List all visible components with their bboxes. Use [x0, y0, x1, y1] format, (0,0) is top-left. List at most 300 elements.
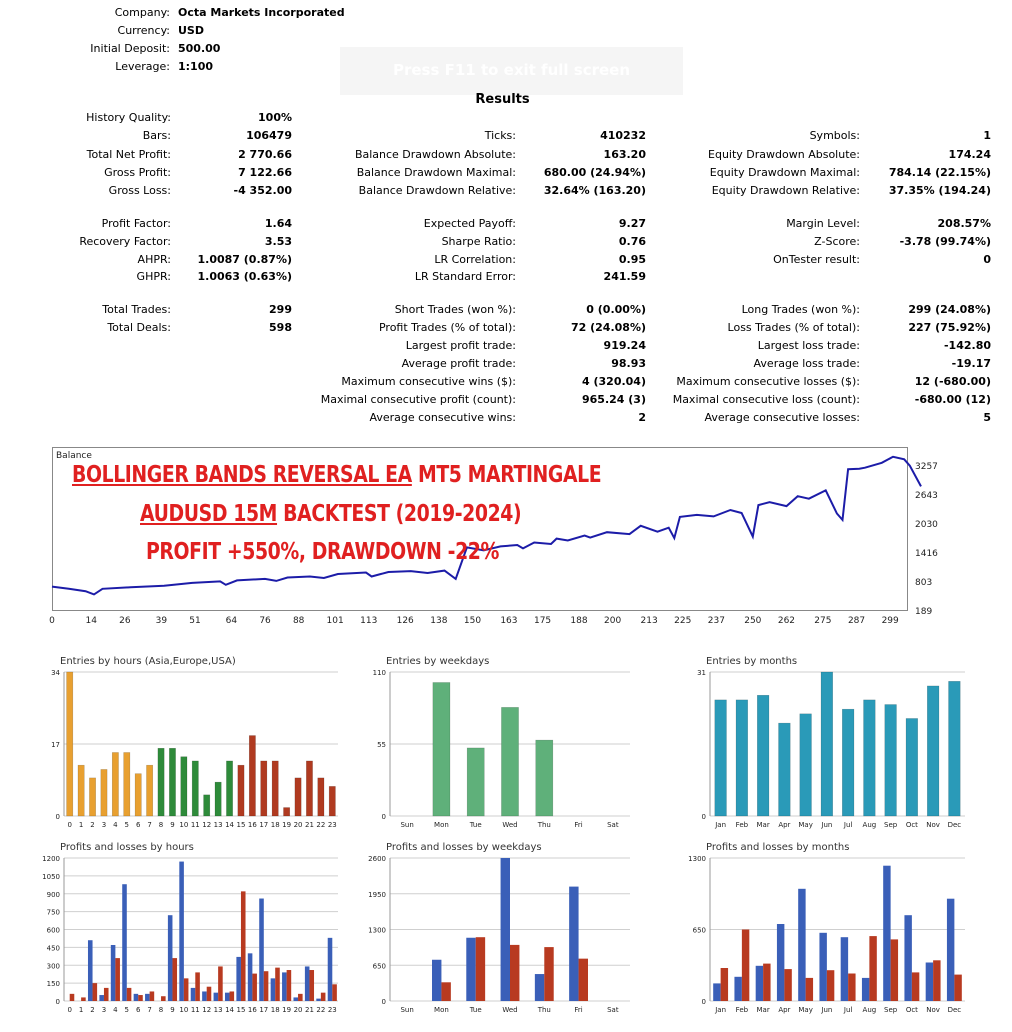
balance-x-tick: 39	[155, 616, 168, 626]
col3-label: Equity Drawdown Relative:	[711, 184, 860, 197]
profit-bar	[111, 945, 116, 1001]
x-tick-label: Mar	[756, 1006, 770, 1014]
col1-label: Bars:	[142, 129, 171, 142]
balance-y-tick: 803	[915, 578, 933, 588]
x-tick-label: Aug	[862, 1006, 877, 1014]
loss-bar	[115, 958, 120, 1001]
bar	[715, 700, 727, 816]
x-tick-label: Feb	[735, 1006, 749, 1014]
col2-label: Balance Drawdown Relative:	[358, 184, 516, 197]
col2-label: Average profit trade:	[401, 357, 516, 370]
y-tick-label: 55	[377, 741, 386, 749]
col1-label: Profit Factor:	[101, 217, 171, 230]
x-tick-label: 14	[225, 821, 235, 829]
col1-label: History Quality:	[86, 111, 171, 124]
loss-bar	[476, 937, 485, 1001]
balance-x-tick: 0	[49, 616, 55, 626]
col2-value: 32.64% (163.20)	[543, 184, 646, 197]
balance-x-tick: 200	[604, 616, 622, 626]
profit-bar	[883, 866, 890, 1001]
loss-bar	[81, 997, 86, 1001]
y-tick-label: 0	[701, 813, 706, 821]
profit-bar	[904, 915, 911, 1001]
col2-value: 965.24 (3)	[582, 393, 646, 406]
balance-y-tick: 1416	[915, 549, 938, 559]
bar	[821, 672, 833, 816]
x-tick-label: 2	[90, 1006, 95, 1014]
x-tick-label: Mon	[434, 1006, 449, 1014]
col2-label: Maximum consecutive wins ($):	[341, 375, 516, 388]
balance-x-tick: 175	[533, 616, 552, 626]
profit-bar	[535, 974, 544, 1001]
col2-value: 0.76	[618, 235, 646, 248]
col2-value: 9.27	[618, 217, 646, 230]
header-value: 1:100	[178, 60, 214, 73]
header-label: Initial Deposit:	[90, 42, 170, 55]
x-tick-label: Aug	[862, 821, 877, 829]
loss-bar	[104, 988, 109, 1001]
balance-x-tick: 138	[430, 616, 448, 626]
x-tick-label: 8	[158, 821, 164, 829]
x-tick-label: Jun	[821, 821, 833, 829]
x-tick-label: 21	[304, 821, 314, 829]
x-tick-label: 16	[247, 1006, 257, 1014]
balance-x-tick: 113	[360, 616, 378, 626]
balance-x-tick: 250	[744, 616, 762, 626]
col3-label: Largest loss trade:	[757, 339, 860, 352]
profit-bar	[191, 988, 196, 1001]
loss-bar	[230, 991, 235, 1001]
profit-bar	[713, 983, 720, 1001]
col3-value: 299 (24.08%)	[908, 303, 991, 316]
loss-bar	[784, 969, 791, 1001]
entries-by-hours-chart	[30, 652, 350, 832]
col3-label: Z-Score:	[814, 235, 860, 248]
profit-bar	[432, 960, 441, 1001]
x-tick-label: 3	[101, 821, 107, 829]
y-tick-label: 150	[46, 980, 60, 989]
col1-label: GHPR:	[136, 270, 171, 283]
col2-label: Ticks:	[484, 129, 516, 142]
profit-bar	[202, 991, 207, 1001]
x-tick-label: 20	[293, 1006, 303, 1014]
loss-bar	[912, 972, 919, 1001]
loss-bar	[264, 971, 269, 1001]
balance-title: Balance	[56, 451, 92, 461]
col2-label: Profit Trades (% of total):	[378, 321, 516, 334]
profit-bar	[926, 963, 933, 1002]
col1-value: 3.53	[264, 235, 292, 248]
bar	[261, 761, 267, 816]
col3-label: Symbols:	[809, 129, 860, 142]
col2-value: 410232	[600, 129, 646, 142]
x-tick-label: 19	[282, 821, 292, 829]
profit-bar	[214, 993, 219, 1001]
col2-value: 680.00 (24.94%)	[543, 166, 646, 179]
balance-x-tick: 275	[814, 616, 832, 626]
chart-title: Entries by hours (Asia,Europe,USA)	[60, 656, 236, 667]
x-tick-label: 18	[270, 1006, 280, 1014]
col1-label: Total Net Profit:	[86, 148, 171, 161]
profit-bar	[145, 994, 150, 1001]
loss-bar	[287, 970, 292, 1001]
chart-title: Entries by months	[706, 656, 798, 667]
bar	[467, 748, 484, 816]
bar	[864, 700, 876, 816]
x-tick-label: 0	[67, 1006, 72, 1014]
loss-bar	[579, 959, 588, 1001]
bar	[181, 757, 187, 816]
x-tick-label: 13	[213, 821, 223, 829]
profit-bar	[862, 978, 869, 1001]
col1-label: Recovery Factor:	[79, 235, 171, 248]
loss-bar	[127, 988, 132, 1001]
y-tick-label: 1050	[42, 872, 60, 881]
loss-bar	[93, 983, 98, 1001]
x-tick-label: Jan	[715, 821, 727, 829]
profits-losses-by-hours-chart	[30, 838, 350, 1020]
balance-x-tick: 225	[674, 616, 692, 626]
y-tick-label: 600	[46, 926, 60, 935]
x-tick-label: 4	[113, 1006, 118, 1014]
col3-value: -19.17	[951, 357, 991, 370]
profit-bar	[466, 938, 475, 1001]
profit-bar	[293, 997, 298, 1001]
loss-bar	[827, 970, 834, 1001]
y-tick-label: 650	[372, 962, 386, 971]
overlay-line-1	[72, 462, 601, 488]
x-tick-label: 2	[90, 821, 95, 829]
col3-value: 208.57%	[937, 217, 991, 230]
balance-x-tick: 26	[119, 616, 131, 626]
col1-label: Gross Loss:	[108, 184, 171, 197]
x-tick-label: Sat	[607, 1006, 619, 1014]
bar	[169, 748, 175, 816]
x-tick-label: Sat	[607, 821, 619, 829]
x-tick-label: Oct	[905, 821, 918, 829]
x-tick-label: Dec	[947, 1006, 962, 1014]
bar	[306, 761, 312, 816]
bar	[295, 778, 301, 816]
col3-label: Equity Drawdown Absolute:	[708, 148, 860, 161]
bar	[192, 761, 198, 816]
header-value: USD	[178, 24, 204, 37]
profit-bar	[777, 924, 784, 1001]
x-tick-label: Sun	[400, 821, 414, 829]
bar	[238, 765, 244, 816]
col1-label: Total Trades:	[102, 303, 171, 316]
header-label: Currency:	[117, 24, 170, 37]
bar	[779, 723, 791, 816]
x-tick-label: Wed	[502, 1006, 518, 1014]
chart-title: Profits and losses by months	[706, 842, 850, 853]
balance-y-tick: 2643	[915, 491, 938, 501]
x-tick-label: Thu	[537, 1006, 551, 1014]
y-tick-label: 650	[692, 926, 706, 935]
loss-bar	[933, 960, 940, 1001]
balance-x-tick: 14	[85, 616, 97, 626]
y-tick-label: 300	[46, 962, 60, 971]
loss-bar	[184, 978, 189, 1001]
x-tick-label: 10	[179, 1006, 189, 1014]
profit-bar	[316, 999, 321, 1001]
y-tick-label: 110	[372, 669, 386, 677]
x-tick-label: 9	[170, 821, 175, 829]
col1-label: Gross Profit:	[104, 166, 171, 179]
x-tick-label: 9	[170, 1006, 175, 1014]
col2-label: LR Standard Error:	[414, 270, 516, 283]
loss-bar	[742, 930, 749, 1002]
bar	[433, 682, 450, 816]
col1-value: 1.0087 (0.87%)	[197, 253, 292, 266]
bar	[536, 740, 553, 816]
profit-bar	[134, 994, 139, 1001]
x-tick-label: 7	[147, 1006, 152, 1014]
y-tick-label: 1300	[688, 855, 706, 863]
x-tick-label: 12	[202, 821, 212, 829]
col2-label: Sharpe Ratio:	[441, 235, 516, 248]
x-tick-label: Jan	[715, 1006, 727, 1014]
col2-value: 2	[638, 411, 646, 424]
col2-label: Short Trades (won %):	[394, 303, 516, 316]
col2-label: LR Correlation:	[434, 253, 516, 266]
bar	[67, 672, 73, 816]
loss-bar	[218, 966, 223, 1001]
col3-value: -3.78 (99.74%)	[899, 235, 991, 248]
x-tick-label: 8	[158, 1006, 164, 1014]
y-tick-label: 900	[46, 890, 60, 899]
loss-bar	[321, 993, 326, 1001]
col3-label: OnTester result:	[773, 253, 860, 266]
col3-value: 0	[983, 253, 991, 266]
x-tick-label: 5	[124, 821, 130, 829]
profit-bar	[88, 940, 93, 1001]
col2-label: Balance Drawdown Maximal:	[356, 166, 516, 179]
loss-bar	[891, 939, 898, 1001]
col2-label: Balance Drawdown Absolute:	[354, 148, 516, 161]
chart-title: Entries by weekdays	[386, 656, 490, 667]
y-tick-label: 750	[46, 908, 60, 917]
header-value: Octa Markets Incorporated	[178, 6, 345, 19]
balance-x-tick: 76	[259, 616, 271, 626]
balance-y-tick: 2030	[915, 520, 938, 530]
col3-label: Average loss trade:	[753, 357, 860, 370]
x-tick-label: 17	[259, 1006, 269, 1014]
col3-label: Average consecutive losses:	[704, 411, 860, 424]
bar	[842, 709, 854, 816]
x-tick-label: Sun	[400, 1006, 414, 1014]
overlay-line-3: PROFIT +550%, DRAWDOWN -22%	[146, 539, 499, 565]
header-label: Leverage:	[115, 60, 170, 73]
x-tick-label: 20	[293, 821, 303, 829]
col2-value: 4 (320.04)	[582, 375, 646, 388]
loss-bar	[275, 968, 280, 1001]
profit-bar	[271, 978, 276, 1001]
overlay-line-1-underlined: BOLLINGER BANDS REVERSAL EA	[72, 462, 412, 488]
y-tick-label: 17	[51, 741, 60, 749]
col3-value: -142.80	[943, 339, 991, 352]
x-tick-label: 19	[282, 1006, 292, 1014]
x-tick-label: Sep	[884, 821, 898, 829]
header-value: 500.00	[178, 42, 221, 55]
bar	[283, 808, 289, 816]
col2-label: Largest profit trade:	[405, 339, 516, 352]
overlay-line-2-underlined: AUDUSD 15M	[140, 501, 278, 527]
col1-value: 598	[269, 321, 292, 334]
profit-bar	[756, 966, 763, 1001]
col1-value: 106479	[246, 129, 292, 142]
bar	[89, 778, 95, 816]
bar	[112, 752, 118, 816]
bar	[736, 700, 748, 816]
profit-bar	[819, 933, 826, 1001]
y-tick-label: 0	[55, 813, 60, 821]
col1-value: 100%	[258, 111, 292, 124]
x-tick-label: 22	[316, 1006, 326, 1014]
loss-bar	[309, 970, 314, 1001]
profit-bar	[259, 899, 264, 1001]
entries-by-months-chart	[680, 652, 980, 832]
x-tick-label: 5	[124, 1006, 130, 1014]
x-tick-label: 13	[213, 1006, 223, 1014]
y-tick-label: 0	[381, 813, 386, 821]
profit-bar	[236, 957, 241, 1001]
bar	[885, 705, 897, 816]
bar	[906, 718, 918, 816]
x-tick-label: 10	[179, 821, 189, 829]
x-tick-label: May	[798, 1006, 813, 1014]
col3-value: 1	[983, 129, 991, 142]
col1-value: 1.0063 (0.63%)	[197, 270, 292, 283]
balance-x-tick: 64	[225, 616, 238, 626]
bar	[927, 686, 939, 816]
profit-bar	[225, 993, 230, 1001]
balance-x-tick: 126	[396, 616, 414, 626]
bar	[204, 795, 210, 816]
loss-bar	[332, 984, 337, 1001]
overlay-line-1-rest: MT5 MARTINGALE	[411, 462, 602, 488]
col1-value: 1.64	[264, 217, 292, 230]
x-tick-label: Jul	[843, 1006, 853, 1014]
chart-title: Profits and losses by hours	[60, 842, 194, 853]
x-tick-label: 6	[135, 1006, 141, 1014]
header-label: Company:	[114, 6, 170, 19]
col2-label: Average consecutive wins:	[369, 411, 516, 424]
bar	[124, 752, 130, 816]
y-tick-label: 34	[51, 669, 60, 677]
x-tick-label: 18	[270, 821, 280, 829]
col2-value: 241.59	[603, 270, 646, 283]
col3-label: Long Trades (won %):	[741, 303, 860, 316]
loss-bar	[763, 964, 770, 1001]
x-tick-label: 17	[259, 821, 269, 829]
y-tick-label: 1950	[368, 890, 386, 899]
profits-losses-by-weekdays-chart	[360, 838, 660, 1020]
balance-x-tick: 188	[570, 616, 588, 626]
balance-x-tick: 51	[189, 616, 201, 626]
profit-bar	[99, 995, 104, 1001]
col2-value: 0.95	[618, 253, 646, 266]
profit-bar	[841, 937, 848, 1001]
col1-value: -4 352.00	[233, 184, 292, 197]
y-tick-label: 1200	[42, 855, 60, 863]
balance-x-tick: 101	[326, 616, 344, 626]
profit-bar	[305, 966, 310, 1001]
results-title: Results	[475, 92, 530, 107]
profit-bar	[734, 977, 741, 1001]
profit-bar	[798, 889, 805, 1001]
fullscreen-hint-text: Press F11 to exit full screen	[392, 61, 631, 79]
col3-value: -680.00 (12)	[914, 393, 991, 406]
y-tick-label: 0	[381, 998, 386, 1006]
loss-bar	[954, 975, 961, 1001]
profit-bar	[947, 899, 954, 1001]
profits-losses-by-months-chart	[680, 838, 980, 1020]
x-tick-label: May	[798, 821, 813, 829]
x-tick-label: Jun	[821, 1006, 833, 1014]
col2-value: 0 (0.00%)	[586, 303, 646, 316]
bar	[800, 714, 812, 816]
col2-value: 919.24	[603, 339, 646, 352]
col3-label: Margin Level:	[786, 217, 860, 230]
profit-bar	[328, 938, 333, 1001]
loss-bar	[241, 891, 246, 1001]
balance-x-tick: 287	[847, 616, 866, 626]
x-tick-label: Jul	[843, 821, 853, 829]
bar	[249, 736, 255, 816]
col1-value: 2 770.66	[238, 148, 292, 161]
y-tick-label: 2600	[368, 855, 386, 863]
col1-label: AHPR:	[137, 253, 171, 266]
x-tick-label: 11	[190, 1006, 200, 1014]
col2-value: 98.93	[611, 357, 646, 370]
x-tick-label: 16	[247, 821, 257, 829]
col2-label: Maximal consecutive profit (count):	[320, 393, 516, 406]
x-tick-label: 23	[327, 1006, 337, 1014]
x-tick-label: Tue	[469, 821, 482, 829]
loss-bar	[138, 995, 143, 1001]
bar	[501, 707, 518, 816]
balance-y-tick: 189	[915, 607, 933, 617]
col1-value: 299	[269, 303, 292, 316]
x-tick-label: Apr	[778, 1006, 791, 1014]
x-tick-label: 6	[135, 821, 141, 829]
y-tick-label: 31	[697, 669, 706, 677]
x-tick-label: Wed	[502, 821, 518, 829]
col3-value: 227 (75.92%)	[908, 321, 991, 334]
profit-bar	[168, 915, 173, 1001]
x-tick-label: Fri	[574, 1006, 583, 1014]
x-tick-label: Fri	[574, 821, 583, 829]
profit-bar	[501, 858, 510, 1001]
overlay-line-2-rest: BACKTEST (2019-2024)	[277, 501, 522, 527]
profit-bar	[569, 887, 578, 1001]
col3-label: Maximum consecutive losses ($):	[676, 375, 860, 388]
profit-bar	[248, 953, 253, 1001]
profit-bar	[282, 972, 287, 1001]
balance-x-tick: 163	[500, 616, 518, 626]
chart-title: Profits and losses by weekdays	[386, 842, 542, 853]
loss-bar	[298, 994, 303, 1001]
bar	[146, 765, 152, 816]
x-tick-label: 21	[304, 1006, 314, 1014]
x-tick-label: 14	[225, 1006, 235, 1014]
bar	[158, 748, 164, 816]
x-tick-label: Feb	[735, 821, 749, 829]
loss-bar	[721, 968, 728, 1001]
x-tick-label: Mon	[434, 821, 449, 829]
bar	[101, 769, 107, 816]
